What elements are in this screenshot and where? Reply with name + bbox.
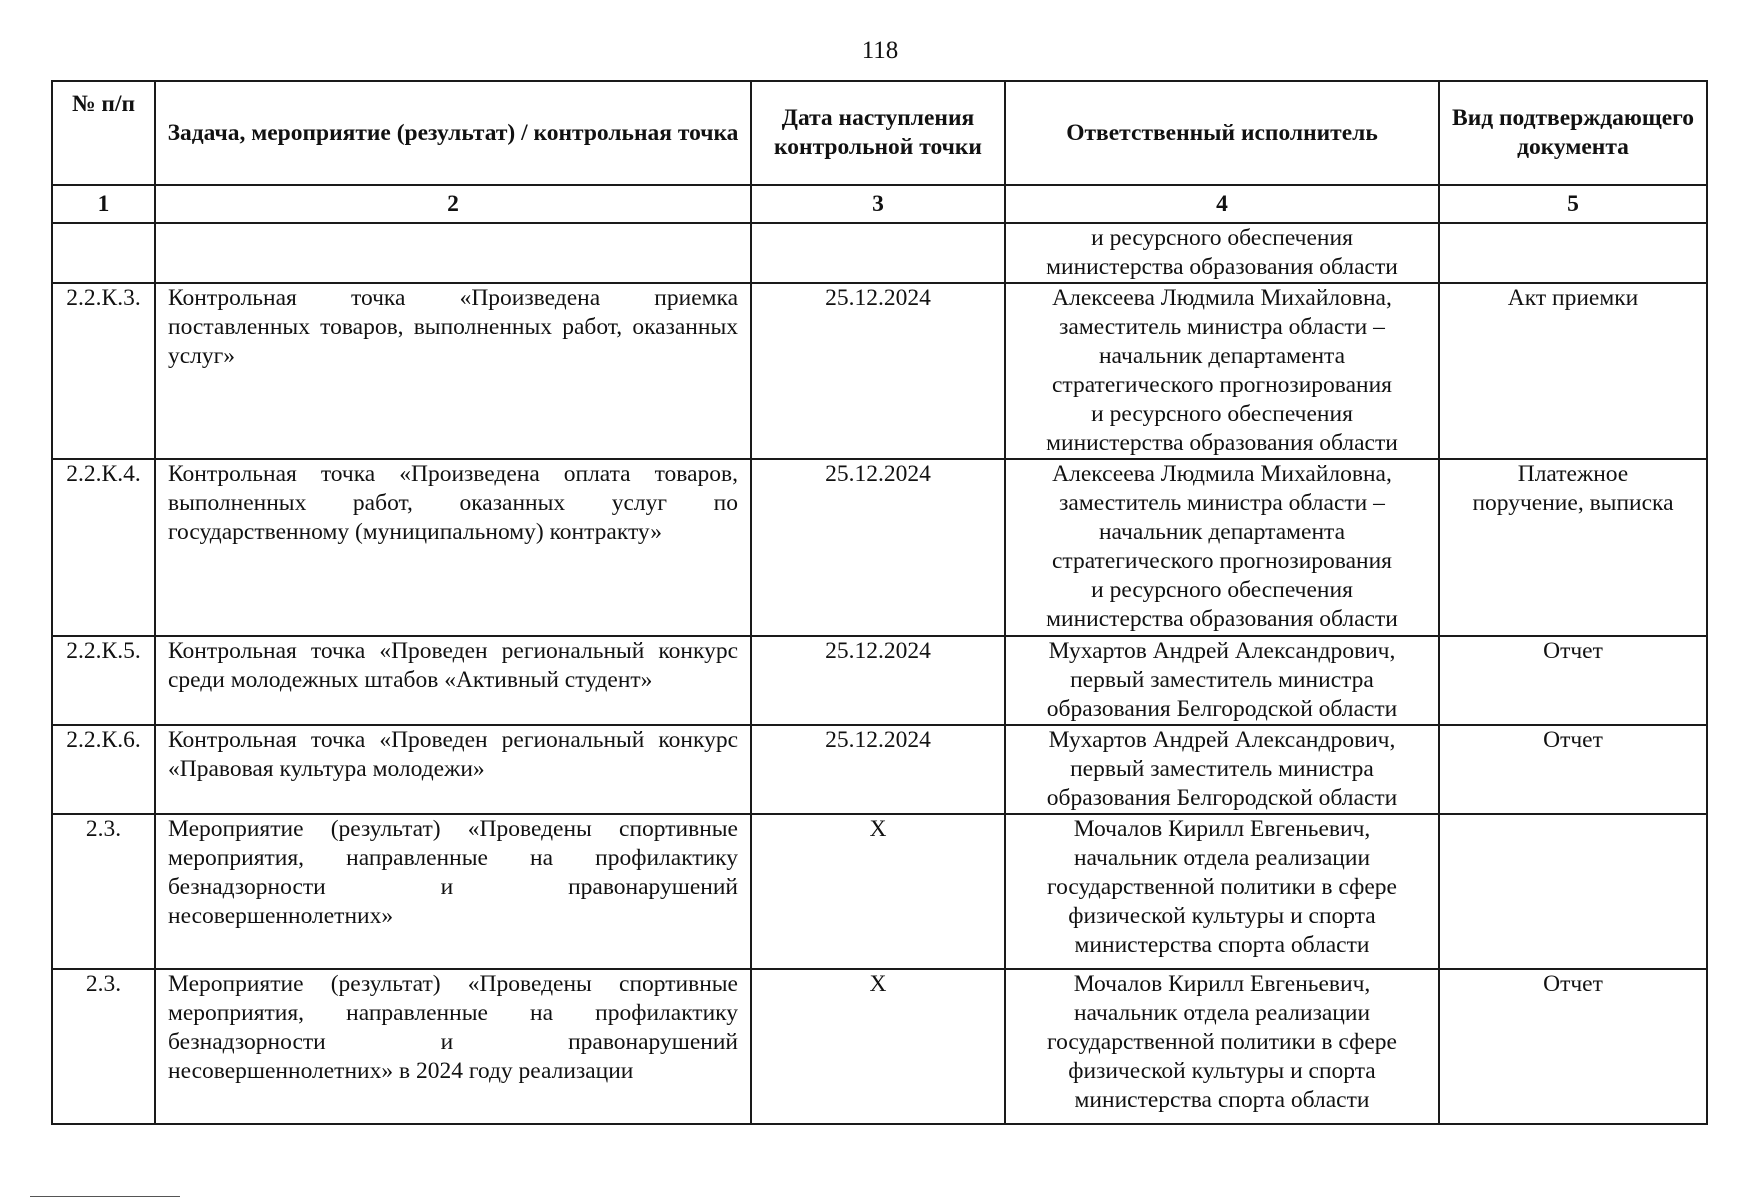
- row-date: 25.12.2024: [751, 636, 1005, 725]
- header-task: Задача, мероприятие (результат) / контрольная точка: [155, 81, 751, 185]
- row-responsible: и ресурсного обеспечения министерства образования области: [1005, 223, 1439, 283]
- header-responsible: Ответственный исполнитель: [1005, 81, 1439, 185]
- row-number: 2.3.: [52, 814, 155, 969]
- row-responsible: Мухартов Андрей Александрович, первый заместитель министра образования Белгородской области: [1005, 636, 1439, 725]
- table-row: [52, 223, 1707, 283]
- table-row: [52, 636, 1707, 725]
- row-responsible: Алексеева Людмила Михайловна, заместитель министра области – начальник департамента стратегического прогнозирования и ресурсного обеспечения министерства образования области: [1005, 283, 1439, 459]
- row-number: 2.2.К.3.: [52, 283, 155, 459]
- column-number: 5: [1439, 185, 1707, 223]
- row-document: [1439, 814, 1707, 969]
- row-number: 2.2.К.6.: [52, 725, 155, 814]
- row-responsible: Мухартов Андрей Александрович, первый заместитель министра образования Белгородской области: [1005, 725, 1439, 814]
- row-task: Контрольная точка «Проведен региональный конкурс «Правовая культура молодежи»: [155, 725, 751, 814]
- row-date: [751, 223, 1005, 283]
- row-number: 2.2.К.5.: [52, 636, 155, 725]
- table-row: [52, 459, 1707, 636]
- row-responsible: Алексеева Людмила Михайловна, заместитель министра области – начальник департамента стратегического прогнозирования и ресурсного обеспечения министерства образования области: [1005, 459, 1439, 636]
- table-row: [52, 969, 1707, 1124]
- column-number: 4: [1005, 185, 1439, 223]
- row-task: [155, 223, 751, 283]
- page-number: 118: [861, 37, 899, 64]
- table-row: [52, 814, 1707, 969]
- row-number: [52, 223, 155, 283]
- table-row: [52, 725, 1707, 814]
- row-number: 2.3.: [52, 969, 155, 1124]
- row-date: 25.12.2024: [751, 725, 1005, 814]
- control-points-table: [51, 80, 1708, 1125]
- row-document: Платежное поручение, выписка: [1439, 459, 1707, 636]
- row-document: Отчет: [1439, 969, 1707, 1124]
- row-document: Отчет: [1439, 636, 1707, 725]
- column-number-row: [52, 185, 1707, 223]
- row-date: 25.12.2024: [751, 459, 1005, 636]
- header-number: № п/п: [52, 81, 155, 185]
- row-document: [1439, 223, 1707, 283]
- row-document: Отчет: [1439, 725, 1707, 814]
- column-number: 1: [52, 185, 155, 223]
- row-responsible: Мочалов Кирилл Евгеньевич, начальник отдела реализации государственной политики в сфере физической культуры и спорта министерства спорта области: [1005, 969, 1439, 1124]
- column-number: 3: [751, 185, 1005, 223]
- table-header-row: [52, 81, 1707, 185]
- column-number: 2: [155, 185, 751, 223]
- scan-artifact-line: [30, 1196, 180, 1197]
- row-responsible: Мочалов Кирилл Евгеньевич, начальник отдела реализации государственной политики в сфере физической культуры и спорта министерства спорта области: [1005, 814, 1439, 969]
- row-task: Мероприятие (результат) «Проведены спортивные мероприятия, направленные на профилактику безнадзорности и правонарушений несовершеннолетних» в 2024 году реализации: [155, 969, 751, 1124]
- row-date: Х: [751, 969, 1005, 1124]
- row-date: Х: [751, 814, 1005, 969]
- row-date: 25.12.2024: [751, 283, 1005, 459]
- header-document: Вид подтверждающего документа: [1439, 81, 1707, 185]
- table-row: [52, 283, 1707, 459]
- row-task: Мероприятие (результат) «Проведены спортивные мероприятия, направленные на профилактику безнадзорности и правонарушений несовершеннолетних»: [155, 814, 751, 969]
- row-number: 2.2.К.4.: [52, 459, 155, 636]
- row-task: Контрольная точка «Произведена оплата товаров, выполненных работ, оказанных услуг по государственному (муниципальному) контракту»: [155, 459, 751, 636]
- row-document: Акт приемки: [1439, 283, 1707, 459]
- row-task: Контрольная точка «Произведена приемка поставленных товаров, выполненных работ, оказанных услуг»: [155, 283, 751, 459]
- header-date: Дата наступления контрольной точки: [751, 81, 1005, 185]
- row-task: Контрольная точка «Проведен региональный конкурс среди молодежных штабов «Активный студент»: [155, 636, 751, 725]
